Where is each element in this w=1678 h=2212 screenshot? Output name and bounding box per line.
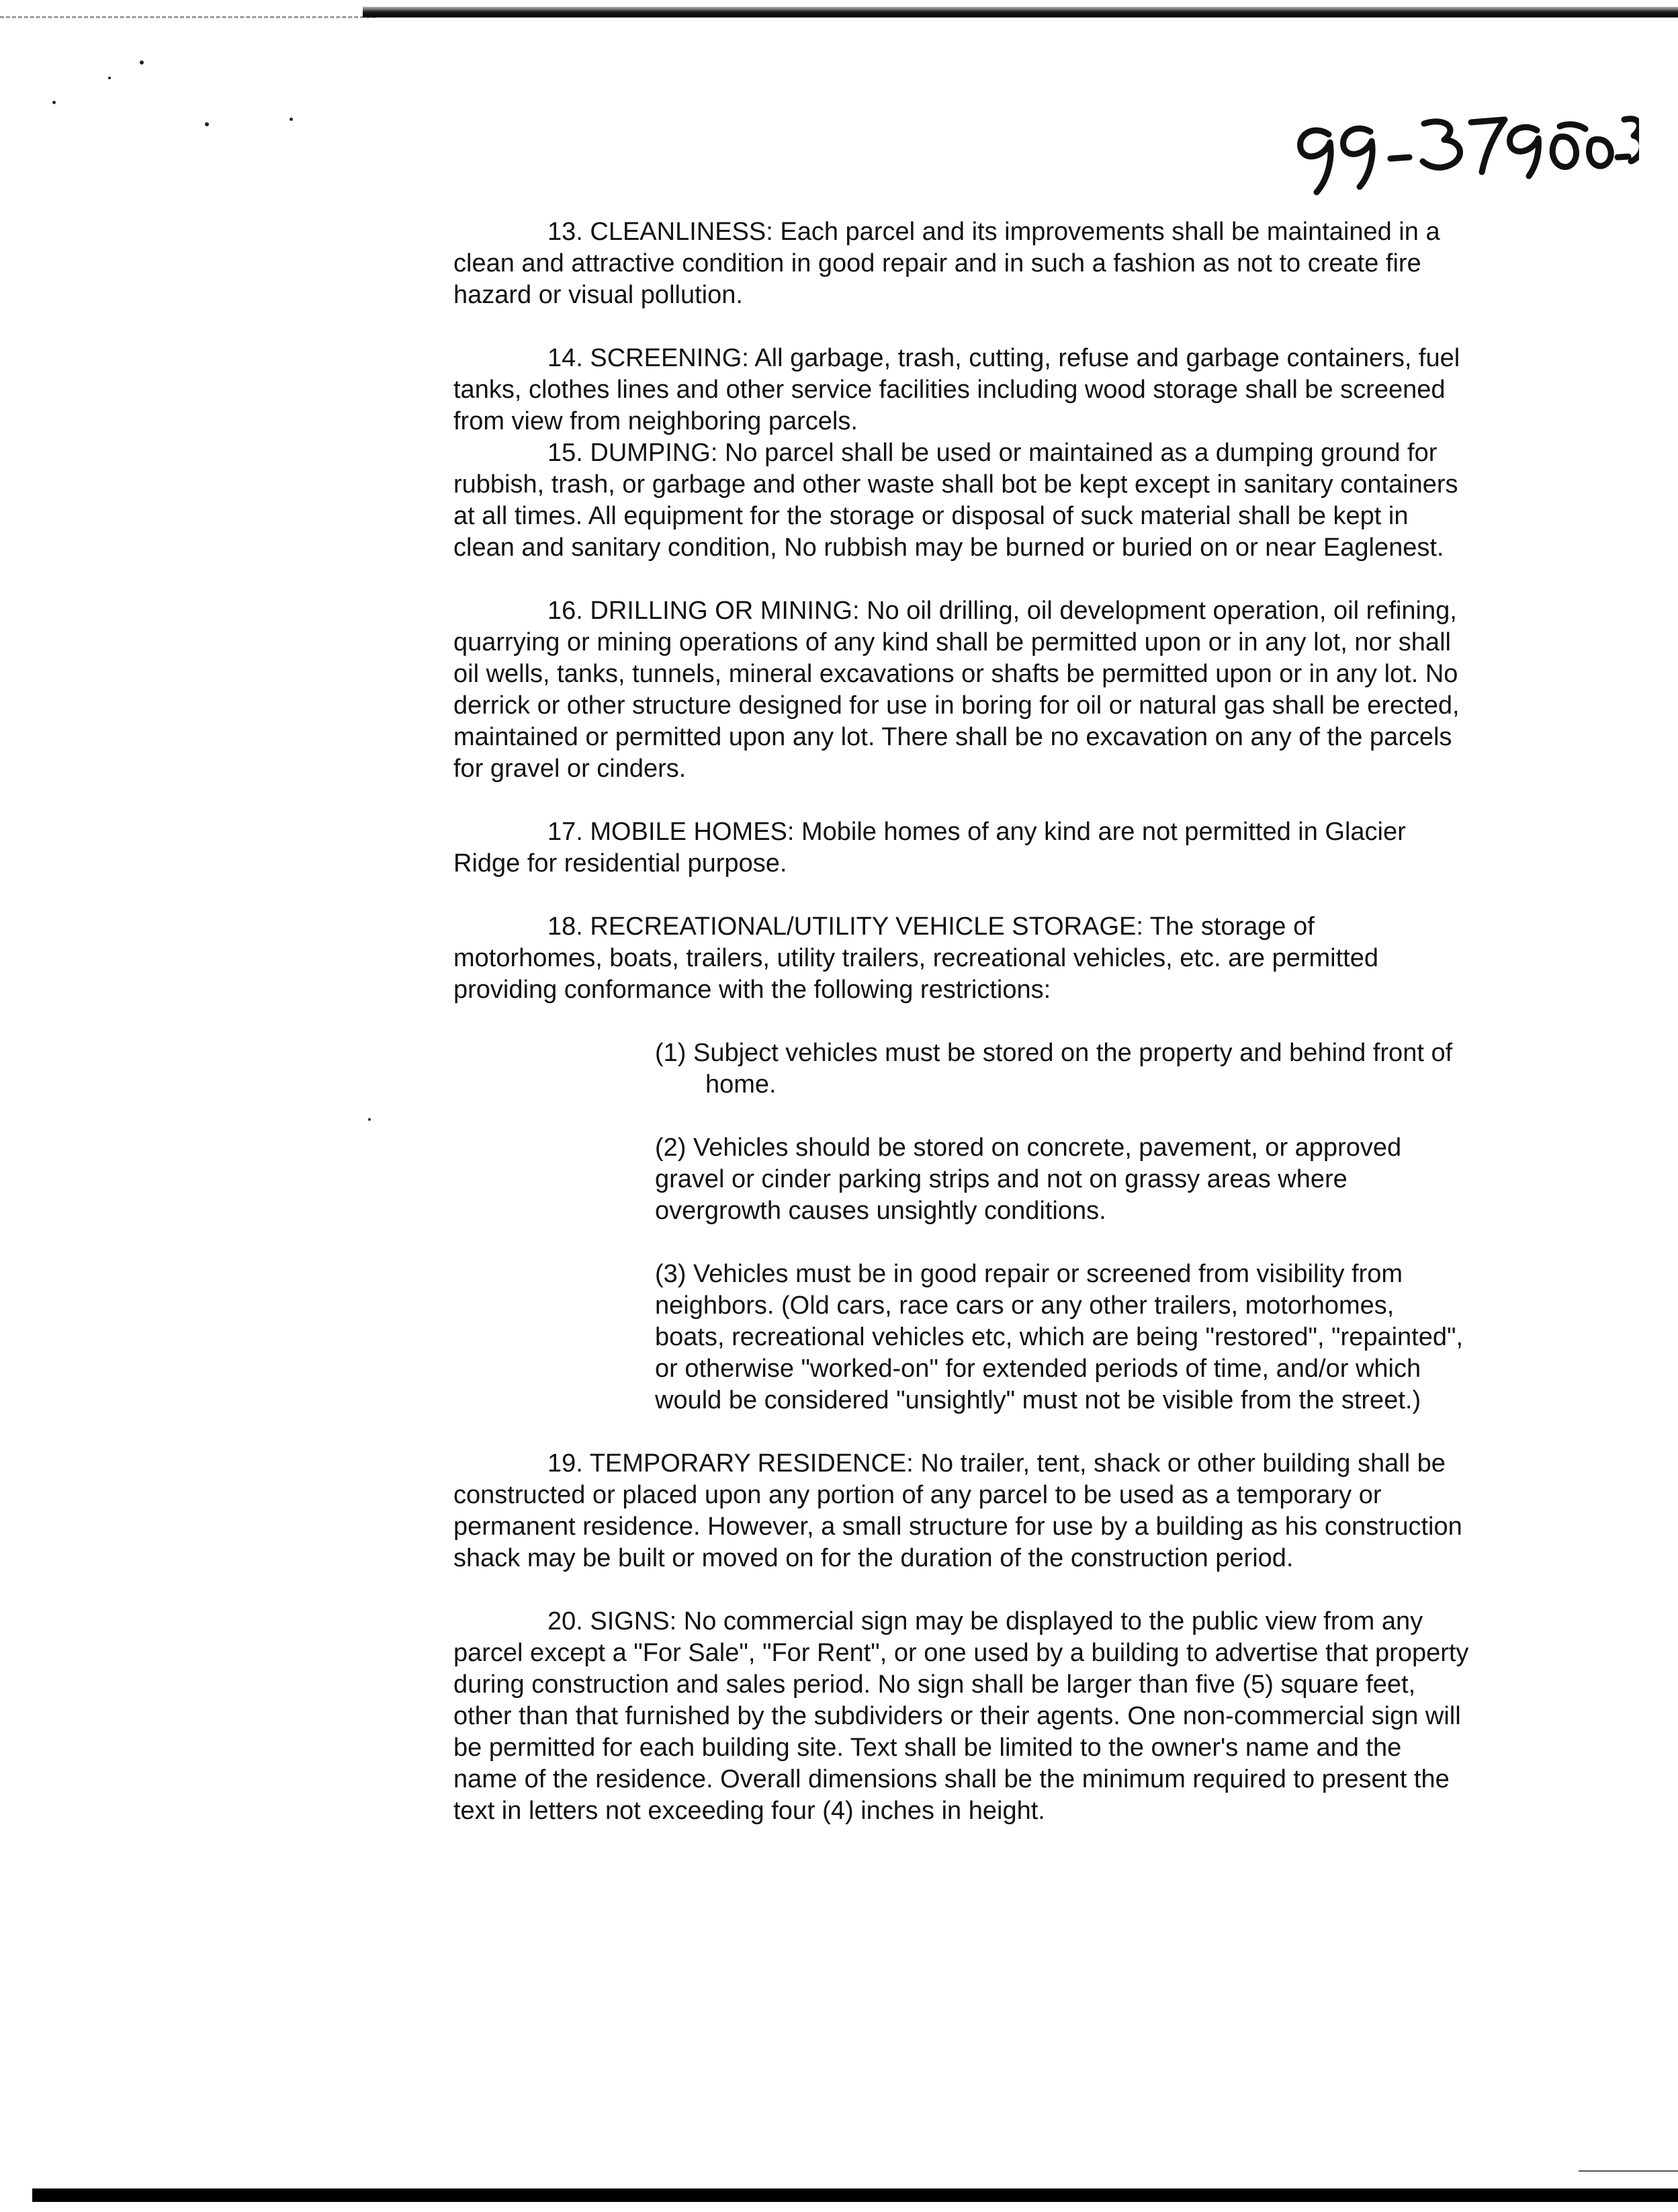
scan-speck (290, 118, 293, 121)
restriction-item-3: (3) Vehicles must be in good repair or screened from visibility from neighbors. (Old cars, race cars or any other trailers, motorhomes, boats, recreational vehicles etc, which are being "restored", "repainted", or otherwise "worked-on" for extended periods of time, and/or which would be considered "unsightly" must not be visible from the street.) (655, 1260, 1464, 1414)
clause-20-signs: 20. SIGNS: No commercial sign may be displayed to the public view from any parcel except a "For Sale", "For Rent", or one used by a building to advertise that property during construction and sales period. No sign shall be larger than five (5) square feet, other than that furnished by the subdividers or their agents. One non-commercial sign will be permitted for each building site. Text shall be limited to the owner's name and the name of the residence. Overall dimensions shall be the minimum required to present the text in letters not exceeding four (4) inches in height. (453, 1607, 1469, 1825)
scan-speck (52, 101, 56, 104)
handwritten-document-number (1290, 99, 1639, 200)
scan-top-border (363, 7, 1678, 17)
restriction-item-2: (2) Vehicles should be stored on concrete, pavement, or approved gravel or cinder parking strips and not on grassy areas where overgrowth causes unsightly conditions. (655, 1134, 1402, 1225)
scan-edge-dashes (0, 16, 376, 18)
clause-14-screening: 14. SCREENING: All garbage, trash, cutting, refuse and garbage containers, fuel tanks, clothes lines and other service facilities including wood storage shall be screened from view from neighboring parcels. (453, 344, 1460, 435)
scan-bottom-border (32, 2188, 1678, 2202)
clause-17-mobile-homes: 17. MOBILE HOMES: Mobile homes of any kind are not permitted in Glacier Ridge for residential purpose. (453, 818, 1406, 878)
clause-15-dumping: 15. DUMPING: No parcel shall be used or maintained as a dumping ground for rubbish, trash, or garbage and other waste shall bot be kept except in sanitary containers at all times. All equipment for the storage or disposal of suck material shall be kept in clean and sanitary condition, No rubbish may be burned or buried on or near Eaglenest. (453, 439, 1458, 562)
clause-18-vehicle-storage: 18. RECREATIONAL/UTILITY VEHICLE STORAGE: The storage of motorhomes, boats, trailers, utility trailers, recreational vehicles, etc. are permitted providing conformance with the following restrictions: (453, 912, 1378, 1004)
clause-16-drilling-or-mining: 16. DRILLING OR MINING: No oil drilling, oil development operation, oil refining, quarrying or mining operations of any kind shall be permitted upon or in any lot, nor shall oil wells, tanks, tunnels, mineral excavations or shafts be permitted upon or in any lot. No derrick or other structure designed for use in boring for oil or natural gas shall be erected, maintained or permitted upon any lot. There shall be no excavation on any of the parcels for gravel or cinders. (453, 597, 1460, 783)
restriction-item-1: (1) Subject vehicles must be stored on the property and behind front of home. (655, 1039, 1453, 1099)
clause-13-cleanliness: 13. CLEANLINESS: Each parcel and its improvements shall be maintained in a clean and attractive condition in good repair and in such a fashion as not to create fire hazard or visual pollution. (453, 218, 1440, 309)
scan-speck (368, 1118, 371, 1121)
scan-bottom-line (1579, 2170, 1678, 2172)
scan-speck (205, 122, 209, 126)
clause-18-restrictions-list (655, 1037, 1469, 1416)
clause-19-temporary-residence: 19. TEMPORARY RESIDENCE: No trailer, tent, shack or other building shall be constructed or placed upon any portion of any parcel to be used as a temporary or permanent residence. However, a small structure for use by a building as his construction shack may be built or moved on for the duration of the construction period. (453, 1449, 1462, 1572)
scan-speck (108, 77, 111, 79)
document-body (453, 216, 1469, 1827)
scan-speck (140, 60, 144, 65)
